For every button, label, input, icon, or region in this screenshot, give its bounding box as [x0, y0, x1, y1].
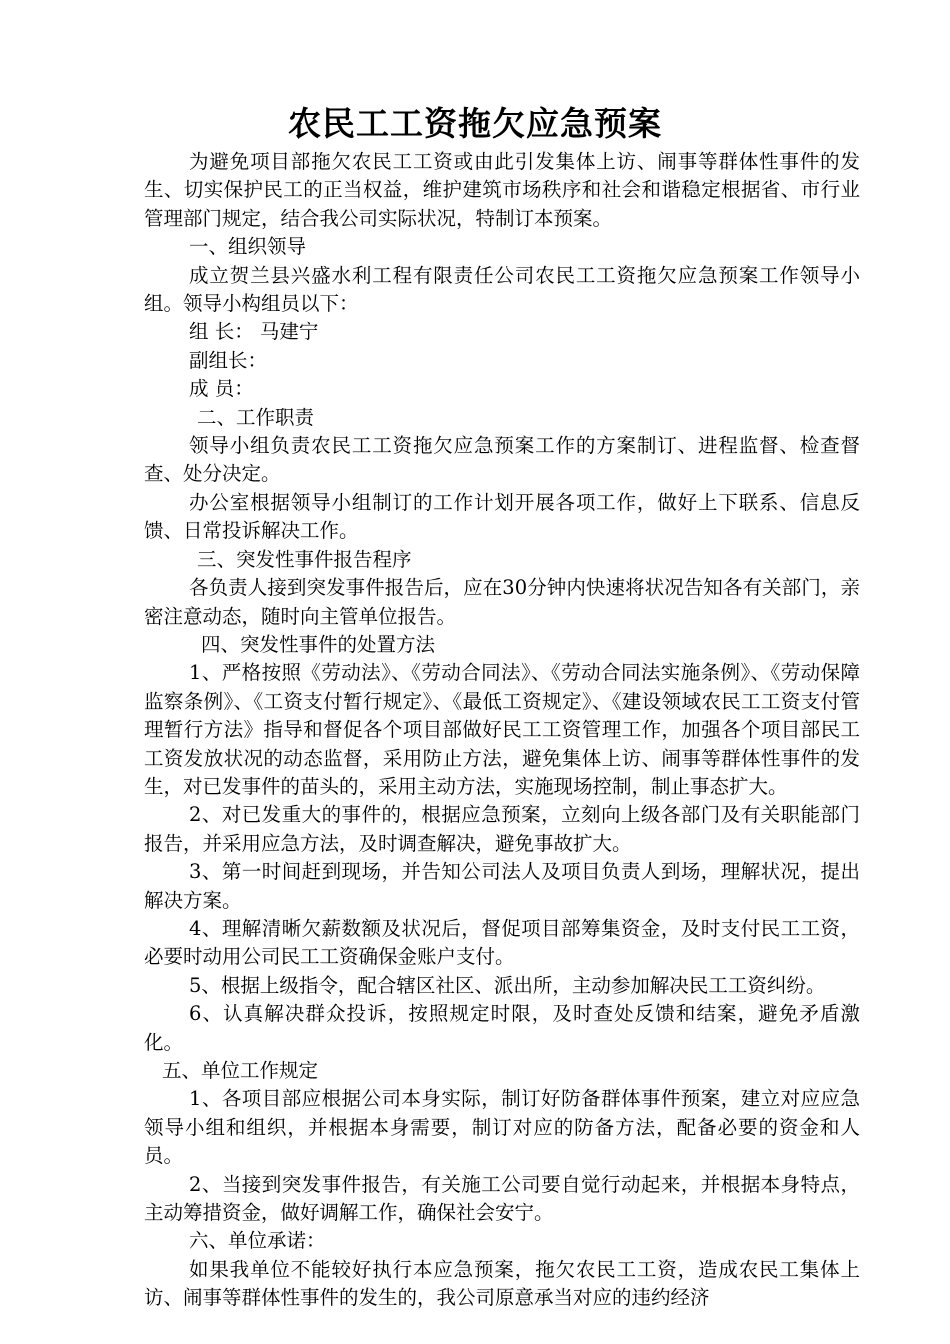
document-body: [144, 148, 860, 1313]
paragraph: 1、各项目部应根据公司本身实际，制订好防备群体事件预案，建立对应应急领导小组和组织，并根据本身需要，制订对应的防备方法，配备必要的资金和人员。: [144, 1087, 860, 1168]
paragraph: 五、单位工作规定: [162, 1059, 319, 1082]
paragraph: 3、第一时间赶到现场，并告知公司法人及项目负责人到场，理解状况，提出解决方案。: [144, 860, 860, 912]
paragraph: 一、组织领导: [189, 235, 307, 259]
document-title: 农民工工资拖欠应急预案: [288, 104, 662, 143]
paragraph: 成立贺兰县兴盛水利工程有限责任公司农民工工资拖欠应急预案工作领导小组。领导小构组员以下：: [144, 263, 860, 316]
paragraph: 三、突发性事件报告程序: [197, 547, 412, 571]
paragraph: 为避免项目部拖欠农民工工资或由此引发集体上访、闹事等群体性事件的发生、切实保护民工的正当权益，维护建筑市场秩序和社会和谐稳定根据省、市行业管理部门规定，结合我公司实际状况，特制订本预案。: [144, 150, 860, 230]
paragraph: 六、单位承诺：: [189, 1229, 326, 1253]
paragraph: 5、根据上级指令，配合辖区社区、派出所，主动参加解决民工工资纠纷。: [189, 973, 826, 997]
paragraph: 组 长： 马建宁: [189, 320, 319, 344]
paragraph: 6、认真解决群众投诉，按照规定时限，及时查处反馈和结案，避免矛盾激化。: [144, 1002, 860, 1054]
paragraph: 副组长：: [189, 348, 268, 372]
paragraph: 四、突发性事件的处置方法: [201, 632, 436, 656]
paragraph: 4、理解清晰欠薪数额及状况后，督促项目部筹集资金，及时支付民工工资，必要时动用公司民工工资确保金账户支付。: [144, 916, 860, 969]
paragraph: 二、工作职责: [197, 405, 315, 429]
paragraph: 办公室根据领导小组制订的工作计划开展各项工作，做好上下联系、信息反馈、日常投诉解决工作。: [144, 490, 860, 543]
paragraph: 领导小组负责农民工工资拖欠应急预案工作的方案制订、进程监督、检查督查、处分决定。: [144, 434, 860, 486]
paragraph: 1、严格按照《劳动法》、《劳动合同法》、《劳动合同法实施条例》、《劳动保障监察条例》、《工资支付暂行规定》、《最低工资规定》、《建设领域农民工工资支付管理暂行方法》指导和督促各个项目部做好民工工资管理工作，加强各个项目部民工工资发放状况的动态监督，采用防止方法，避免集体上访、闹事等群体性事件的发生，对已发事件的苗头的，采用主动方法，实施现场控制，制止事态扩大。: [144, 661, 860, 798]
paragraph: 如果我单位不能较好执行本应急预案，拖欠农民工工资，造成农民工集体上访、闹事等群体性事件的发生的，我公司原意承当对应的违约经济: [144, 1257, 860, 1310]
paragraph: 各负责人接到突发事件报告后，应在30分钟内快速将状况告知各有关部门，亲密注意动态，随时向主管单位报告。: [144, 576, 860, 628]
paragraph: 2、当接到突发事件报告，有关施工公司要自觉行动起来，并根据本身特点，主动筹措资金，做好调解工作，确保社会安宁。: [144, 1172, 860, 1225]
paragraph: 成 员：: [189, 377, 254, 401]
paragraph: 2、对已发重大的事件的，根据应急预案，立刻向上级各部门及有关职能部门报告，并采用应急方法，及时调查解决，避免事故扩大。: [144, 803, 860, 855]
